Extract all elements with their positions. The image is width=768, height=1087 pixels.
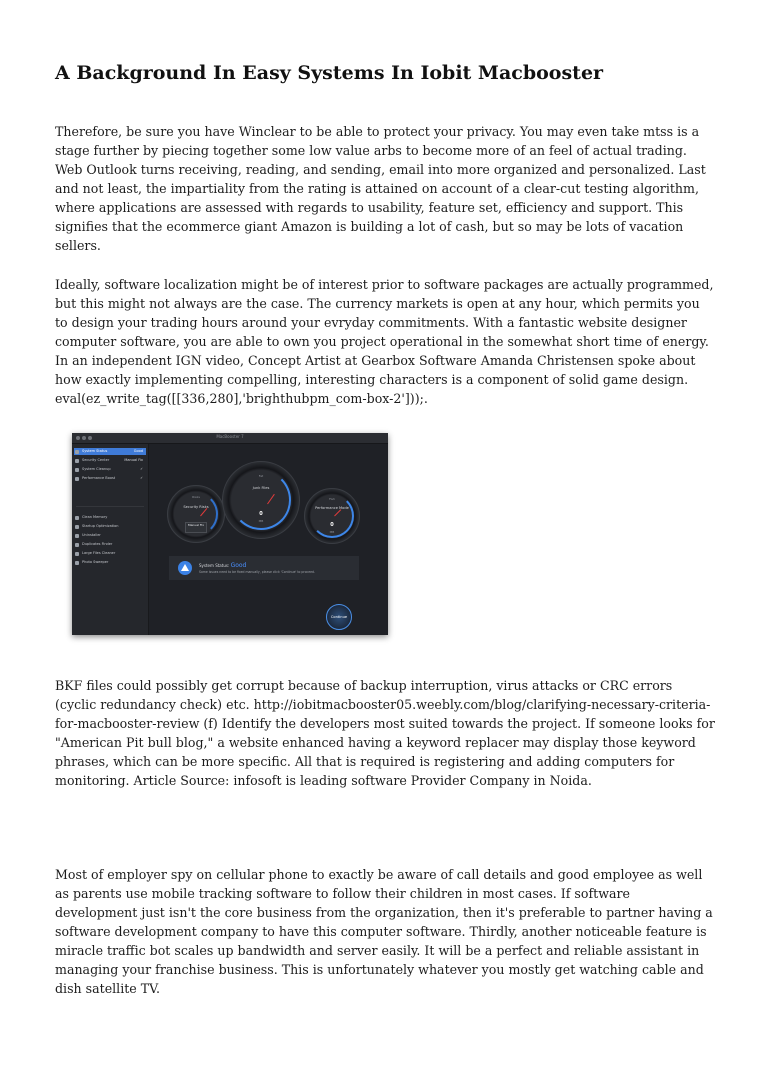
sidebar-item-photo-sweeper [74,559,146,566]
gauge-title: Performance Mode [315,506,349,510]
startup-icon [75,525,79,529]
sidebar-item-status: Good [133,449,143,453]
status-message: Some issues need to be fixed manually, please click 'Continue' to proceed. [199,570,315,574]
paragraph-4: Most of employer spy on cellular phone to exactly be aware of call details and good employee as well as parents use mobile tracking software to follow their children in most cases. If software development just isn't the core business from the organization, then it's preferable to partner having a software development company to have this computer software. Thirdly, another noticeable feature is miracle traffic bot scales up bandwidth and server easily. It will be a perfect and reliable assistant in managing your franchise business. This is unfortunately whatever you mostly get watching cable and dish satellite TV. [55,867,713,996]
continue-label: Continue [330,615,348,619]
sidebar-item-label: Security Center [82,458,110,462]
status-value: Good [230,562,247,569]
gauge-unit: MB [329,530,335,534]
memory-icon [75,516,79,520]
gauge-label: Fish [329,497,335,501]
gauge-label: Risks [192,495,200,499]
sidebar-item-status: Manual Fix [124,458,143,462]
junk-files-gauge [222,461,300,539]
sidebar-item-label: Photo Sweeper [82,560,109,564]
sidebar-item-duplicates-finder [74,541,146,548]
check-icon: ✓ [140,467,143,471]
sidebar-item-label: Clean Memory [82,515,108,519]
manual-fix-button: Manual Fix [185,522,207,533]
page-title: A Background In Easy Systems In Iobit Macbooster [55,62,604,84]
file-icon [75,552,79,556]
sidebar-item-startup-optimization [74,523,146,530]
duplicate-icon [75,543,79,547]
window-titlebar [72,433,388,444]
monitor-icon [75,450,79,454]
sidebar-item-large-files-cleaner [74,550,146,557]
sidebar-item-label: System Cleanup [82,467,111,471]
gauge-unit: MB [258,519,264,523]
status-panel [169,556,359,580]
sidebar-item-performance-boost [74,475,146,482]
gauge-value: 0 [330,522,334,528]
gauge-value: 0 [259,511,263,517]
status-line [199,562,246,569]
sidebar-item-system-status [74,448,146,455]
sidebar-item-uninstaller [74,532,146,539]
shield-icon [75,459,79,463]
sidebar-item-system-cleanup [74,466,146,473]
paragraph-3: BKF files could possibly get corrupt because of backup interruption, virus attacks or CRC errors (cyclic redundancy check) etc. http://iobitmacbooster05.weebly.com/blog/clarifying-necessary-criteria-for-macbooster-review (f) Identify the developers most suited towards the project. If someone looks for "American Pit bull blog," a website enhanced having a keyword replacer may display those keyword phrases, which can be more specific. All that is required is registering and adding computers for monitoring. Article Source: infosoft is leading software Provider Company in Noida. [55,678,715,788]
photo-icon [75,561,79,565]
sidebar-item-label: Uninstaller [82,533,101,537]
paragraph-1: Therefore, be sure you have Winclear to be able to protect your privacy. You may even take mtss is a stage further by piecing together some low value arbs to become more of an feel of actual trading. Web Outlook turns receiving, reading, and sending, email into more organized and personalized. Last and not least, the impartiality from the rating is attained on account of a clear-cut testing algorithm, where applications are assessed with regards to usability, feature set, efficiency and support. This signifies that the ecommerce giant Amazon is building a lot of cash, but so may be lots of vacation sellers. [55,124,706,253]
continue-button [326,604,352,630]
sidebar-item-label: Duplicates Finder [82,542,113,546]
performance-gauge [304,488,360,544]
sidebar-item-label: Performance Boost [82,476,116,480]
gauge-title: Junk Files [252,486,270,490]
paragraph-2: Ideally, software localization might be of interest prior to software packages are actually programmed, but this might not always are the case. The currency markets is open at any hour, which permits you to design your trading hours around your evryday commitments. With a fantastic website designer computer software, you are able to own you project operational in the somewhat short time of energy. In an independent IGN video, Concept Artist at Gearbox Software Amanda Christensen spoke about how exactly implementing compelling, interesting characters is a component of solid game design. eval(ez_write_tag([[336,280],'brighthubpm_com-box-2']));. [55,277,714,406]
status-label: System Status: [199,563,230,568]
sidebar-item-label: Startup Optimization [82,524,119,528]
trash-icon [75,534,79,538]
window-title: MacBooster 7 [216,434,244,439]
check-icon: ✓ [140,476,143,480]
sidebar-item-label: Large Files Cleaner [82,551,116,555]
security-risks-gauge [167,485,225,543]
gauge-label: Fat [258,474,264,478]
app-screenshot [72,433,388,635]
sidebar-item-label: System Status [82,449,108,453]
sidebar [72,444,149,635]
gauge-title: Security Risks [183,505,209,509]
rocket-icon [75,477,79,481]
sidebar-divider [76,506,144,507]
macbooster-logo-icon [178,561,192,575]
sidebar-item-security-center [74,457,146,464]
sidebar-item-clean-memory [74,514,146,521]
broom-icon [75,468,79,472]
